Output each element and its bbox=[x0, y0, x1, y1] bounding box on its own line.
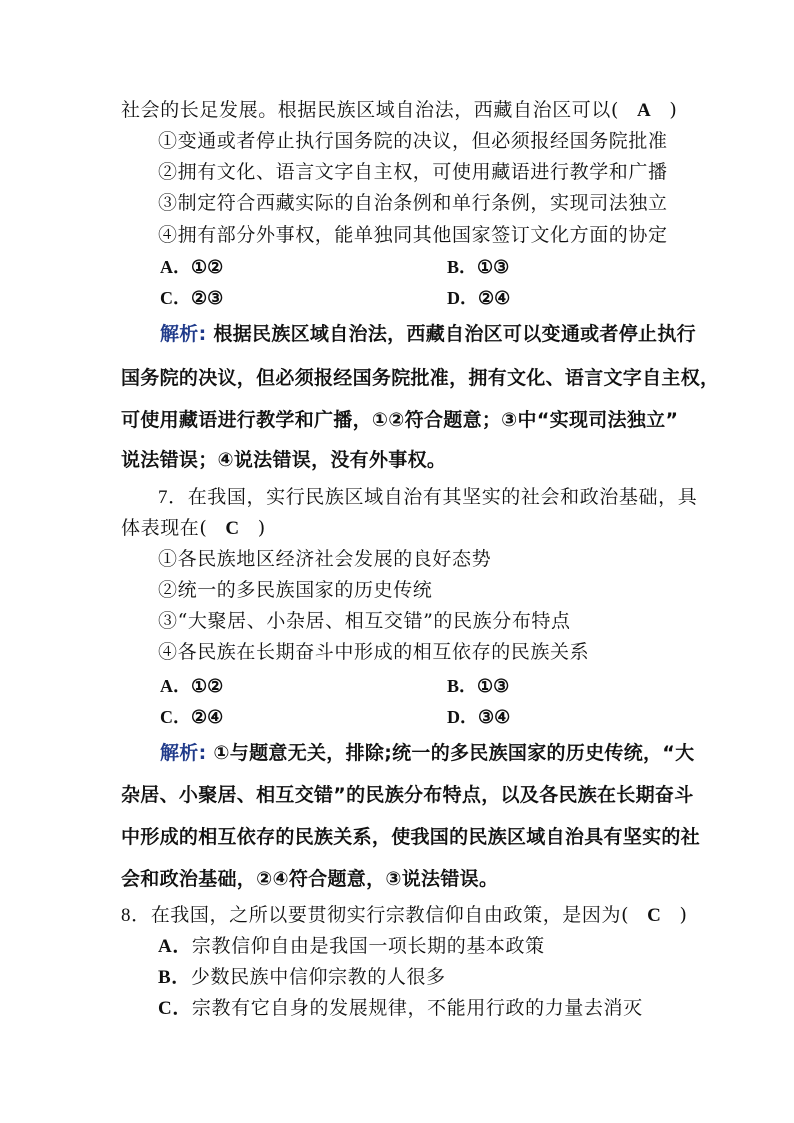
q6-item-2: ②拥有文化、语言文字自主权，可使用藏语进行教学和广播 bbox=[158, 161, 668, 183]
q8-option-b bbox=[158, 968, 446, 987]
q8-answer: C bbox=[647, 905, 662, 926]
q8-number: 8． bbox=[121, 905, 151, 926]
option-label: A． bbox=[160, 676, 191, 696]
q6-explanation-line-4: 说法错误；④说法错误，没有外事权。 bbox=[121, 449, 447, 471]
option-text: ①③ bbox=[477, 257, 510, 277]
option-label: C． bbox=[158, 998, 192, 1019]
q6-stem bbox=[121, 101, 677, 120]
q6-option-c bbox=[160, 289, 223, 307]
q7-explanation-line-3: 中形成的相互依存的民族关系，使我国的民族区域自治具有坚实的社 bbox=[121, 826, 701, 848]
option-text: ①② bbox=[191, 676, 224, 696]
explanation-label: 解析: bbox=[160, 742, 207, 764]
q6-explanation-line-1 bbox=[160, 325, 696, 344]
option-label: A． bbox=[160, 257, 191, 277]
q6-explanation-line-2: 国务院的决议，但必须报经国务院批准，拥有文化、语言文字自主权， bbox=[121, 367, 720, 389]
q6-option-b bbox=[447, 258, 509, 276]
q6-answer: A bbox=[637, 100, 652, 121]
explanation-text: 根据民族区域自治法，西藏自治区可以变通或者停止执行 bbox=[206, 323, 696, 345]
q6-explanation-line-3: 可使用藏语进行教学和广播，①②符合题意；③中“实现司法独立” bbox=[121, 409, 679, 431]
explanation-label: 解析: bbox=[160, 323, 207, 345]
option-text: 宗教有它自身的发展规律，不能用行政的力量去消灭 bbox=[191, 997, 643, 1019]
q6-item-1: ①变通或者停止执行国务院的决议，但必须报经国务院批准 bbox=[158, 130, 668, 152]
option-label: B． bbox=[447, 257, 478, 277]
q7-option-d bbox=[447, 708, 510, 726]
option-label: C． bbox=[160, 707, 191, 727]
q7-stem-text-2: 体表现在( bbox=[121, 517, 208, 539]
option-text: ①② bbox=[191, 257, 224, 277]
q8-option-a bbox=[158, 937, 545, 956]
option-text: ①③ bbox=[477, 676, 510, 696]
q7-explanation-line-2: 杂居、小聚居、相互交错”的民族分布特点，以及各民族在长期奋斗 bbox=[121, 784, 694, 806]
q7-item-3: ③“大聚居、小杂居、相互交错”的民族分布特点 bbox=[158, 610, 571, 632]
option-text: 宗教信仰自由是我国一项长期的基本政策 bbox=[191, 935, 545, 957]
q7-item-4: ④各民族在长期奋斗中形成的相互依存的民族关系 bbox=[158, 641, 590, 663]
option-label: D． bbox=[447, 288, 478, 308]
q7-option-a bbox=[160, 677, 223, 695]
q6-item-3: ③制定符合西藏实际的自治条例和单行条例，实现司法独立 bbox=[158, 192, 668, 214]
q7-item-1: ①各民族地区经济社会发展的良好态势 bbox=[158, 548, 492, 570]
option-label: B． bbox=[158, 967, 191, 988]
q8-stem bbox=[121, 906, 687, 925]
q6-close-paren: ) bbox=[669, 99, 678, 121]
explanation-text: ①与题意无关，排除;统一的多民族国家的历史传统，“大 bbox=[206, 742, 695, 764]
q7-option-b bbox=[447, 677, 509, 695]
option-text: ③④ bbox=[478, 707, 511, 727]
q7-close-paren: ) bbox=[257, 517, 266, 539]
option-text: ②③ bbox=[191, 288, 224, 308]
q7-option-c bbox=[160, 708, 223, 726]
option-label: B． bbox=[447, 676, 478, 696]
q7-explanation-line-4: 会和政治基础，②④符合题意，③说法错误。 bbox=[121, 868, 499, 890]
q7-number: 7． bbox=[158, 487, 188, 508]
q7-explanation-line-1 bbox=[160, 744, 694, 763]
q7-stem-line-2 bbox=[121, 519, 266, 538]
q8-close-paren: ) bbox=[679, 904, 688, 926]
q6-option-a bbox=[160, 258, 223, 276]
q8-stem-text: 在我国，之所以要贯彻实行宗教信仰自由政策，是因为( bbox=[150, 904, 630, 926]
q6-stem-text: 社会的长足发展。根据民族区域自治法，西藏自治区可以( bbox=[121, 99, 620, 121]
option-label: D． bbox=[447, 707, 478, 727]
option-text: 少数民族中信仰宗教的人很多 bbox=[190, 966, 446, 988]
q6-item-4: ④拥有部分外事权，能单独同其他国家签订文化方面的协定 bbox=[158, 224, 668, 246]
option-label: C． bbox=[160, 288, 191, 308]
q6-option-d bbox=[447, 289, 510, 307]
option-text: ②④ bbox=[478, 288, 511, 308]
option-label: A． bbox=[158, 936, 192, 957]
q8-option-c bbox=[158, 999, 643, 1018]
q7-answer: C bbox=[225, 518, 240, 539]
q7-stem-text: 在我国，实行民族区域自治有其坚实的社会和政治基础，具 bbox=[187, 486, 698, 508]
option-text: ②④ bbox=[191, 707, 224, 727]
q7-item-2: ②统一的多民族国家的历史传统 bbox=[158, 579, 433, 601]
q7-stem-line-1 bbox=[158, 488, 697, 507]
